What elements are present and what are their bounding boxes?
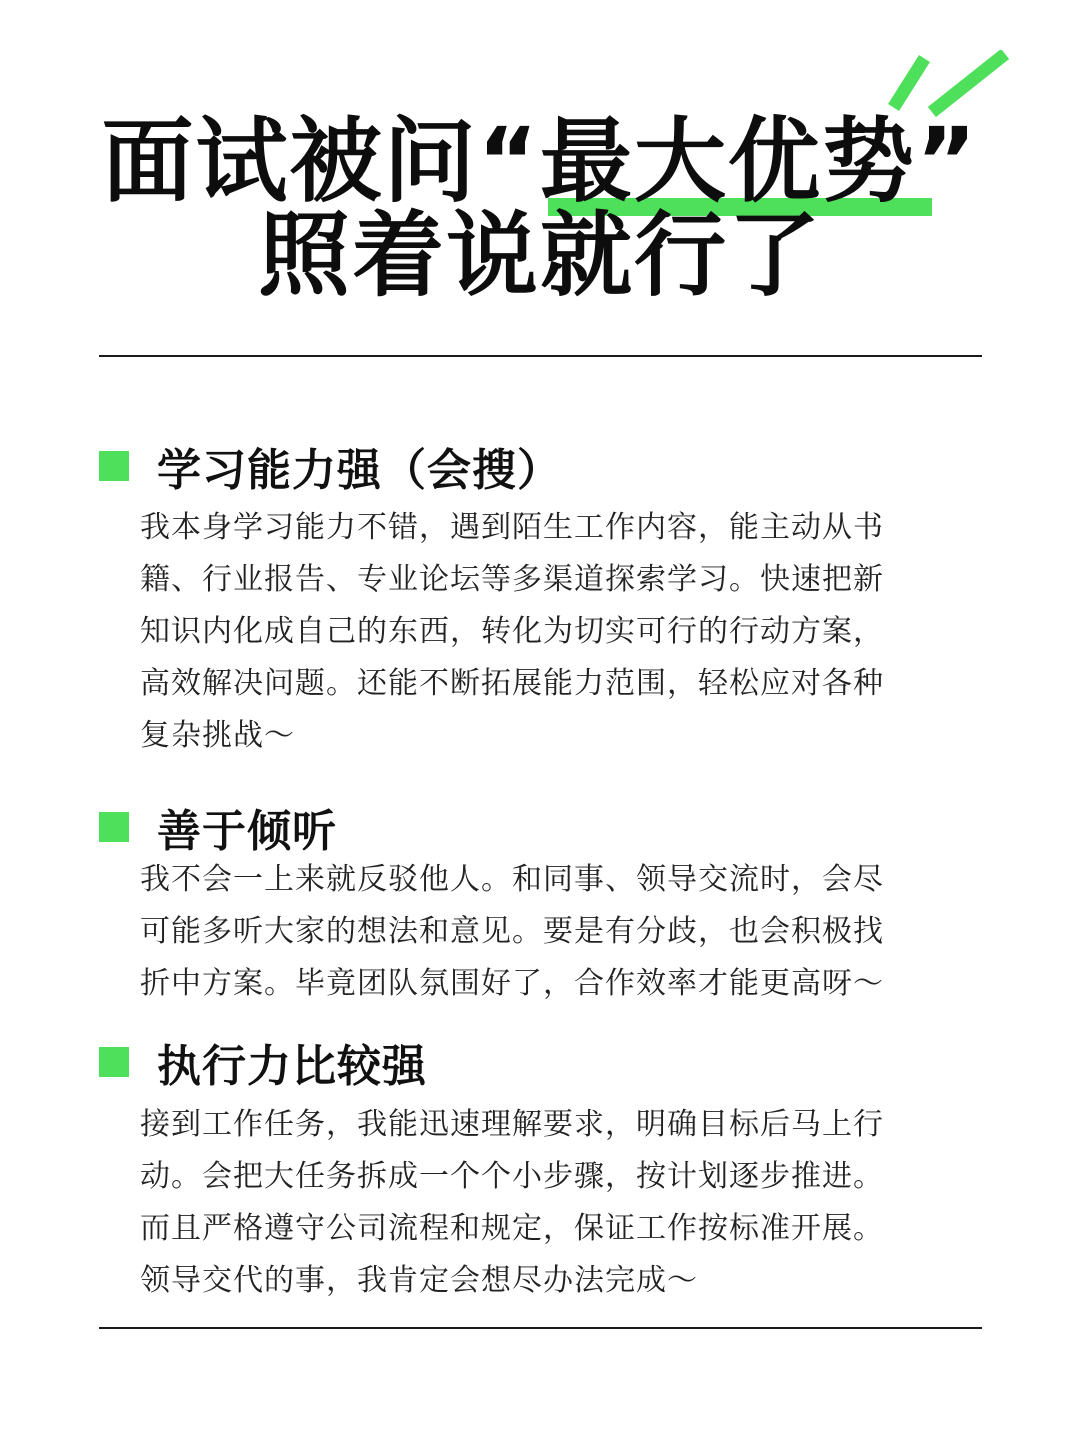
title-emphasis <box>540 108 917 215</box>
title-close-quote: ” <box>916 108 979 215</box>
title-part-1: 面试被问 <box>101 108 478 215</box>
spark-decoration-icon <box>885 50 1025 130</box>
page-title-line-2: 照着说就行了 <box>257 202 822 309</box>
section-marker-icon <box>99 812 129 842</box>
section-heading-execution <box>99 1032 427 1092</box>
divider-top <box>99 355 982 357</box>
divider-bottom <box>99 1327 982 1329</box>
section-body-listening: 我不会一上来就反驳他人。和同事、领导交流时，会尽可能多听大家的想法和意见。要是有分歧，也会积极找折中方案。毕竟团队氛围好了，合作效率才能更高呀～ <box>140 862 884 1001</box>
section-marker-icon <box>99 1047 129 1077</box>
section-heading-learning <box>99 436 562 496</box>
section-body-execution: 接到工作任务，我能迅速理解要求，明确目标后马上行动。会把大任务拆成一个个小步骤，按计划逐步推进。而且严格遵守公司流程和规定，保证工作按标准开展。领导交代的事，我肯定会想尽办法完成～ <box>140 1107 884 1298</box>
section-marker-icon <box>99 451 129 481</box>
section-heading-text: 学习能力强（会搜） <box>157 445 562 496</box>
section-heading-text: 善于倾听 <box>157 806 337 857</box>
title-emphasis-text: 最大优势 <box>540 108 917 215</box>
section-heading-text: 执行力比较强 <box>157 1041 427 1092</box>
section-heading-listening <box>99 797 337 857</box>
section-body-learning: 我本身学习能力不错，遇到陌生工作内容，能主动从书籍、行业报告、专业论坛等多渠道探索学习。快速把新知识内化成自己的东西，转化为切实可行的行动方案，高效解决问题。还能不断拓展能力范围，轻松应对各种复杂挑战～ <box>140 510 884 753</box>
title-open-quote: “ <box>477 108 540 215</box>
